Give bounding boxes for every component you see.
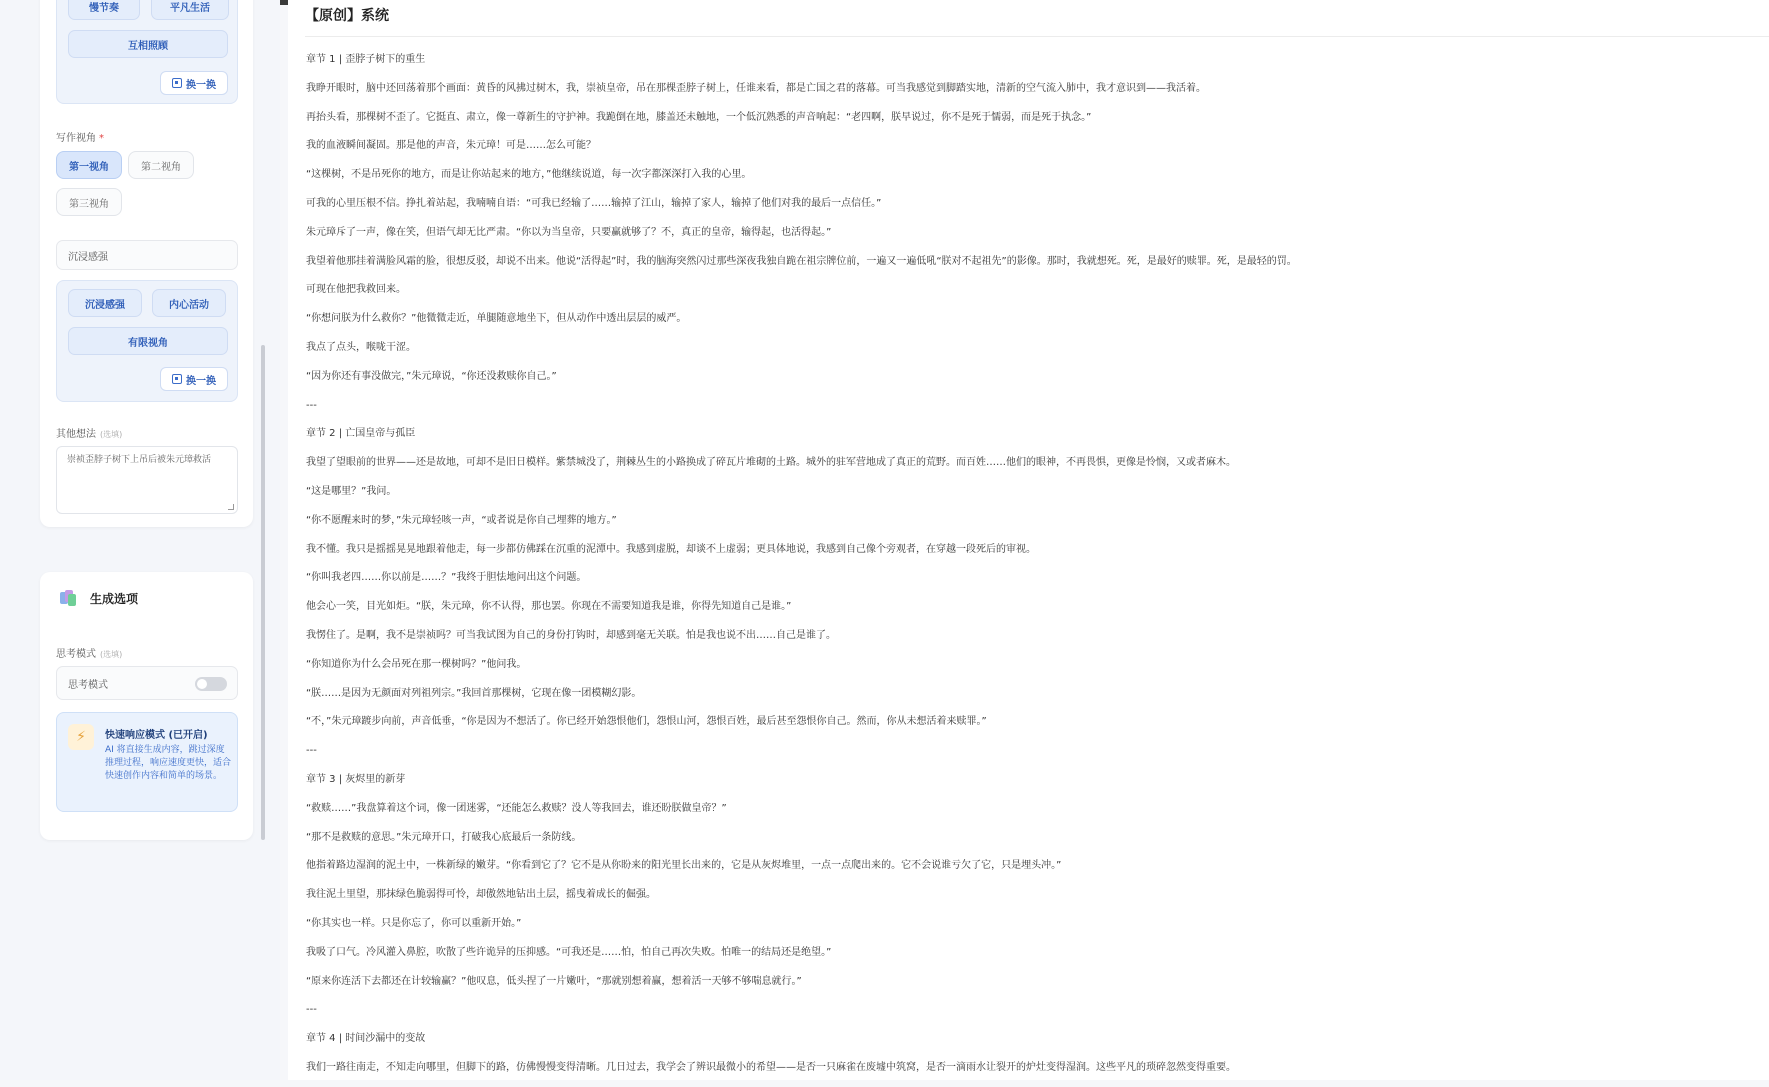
resize-handle-icon[interactable] xyxy=(228,504,234,510)
divider xyxy=(305,36,1769,37)
section-separator: --- xyxy=(306,399,317,411)
required-mark: * xyxy=(99,133,104,144)
layers-icon xyxy=(60,590,76,606)
inspiration-tag[interactable]: 平凡生活 xyxy=(151,0,229,20)
story-paragraph: 朱元璋斥了一声，像在笑，但语气却无比严肃。“你以为当皇帝，只要赢就够了？不，真正的皇帝，输得起，也活得起。” xyxy=(306,226,832,238)
story-paragraph: “你其实也一样。只是你忘了，你可以重新开始。” xyxy=(306,917,522,929)
story-paragraph: 我往泥土里望，那抹绿色脆弱得可怜，却傲然地钻出土层，摇曳着成长的倔强。 xyxy=(306,889,656,901)
story-paragraph: 我吸了口气。冷风灌入鼻腔，吹散了些许诡异的压抑感。“可我还是……怕，怕自己再次失败。怕唯一的结局还是绝望。” xyxy=(306,946,832,958)
perspective-label xyxy=(56,129,104,144)
story-paragraph: 他指着路边湿润的泥土中，一株新绿的嫩芽。“你看到它了？它不是从你盼来的阳光里长出来的，它是从灰烬堆里，一点一点爬出来的。它不会说谁亏欠了它，只是埋头冲。” xyxy=(306,860,1062,872)
refresh-icon xyxy=(172,78,182,88)
story-paragraph: 我睁开眼时，脑中还回荡着那个画面：黄昏的风拂过树木，我，崇祯皇帝，吊在那棵歪脖子树上，任谁来看，都是亡国之君的落幕。可当我感觉到脚踏实地，清新的空气流入肺中，我才意识到——我活着。 xyxy=(306,82,1206,94)
chapter-heading: 章节 3 | 灰烬里的新芽 xyxy=(306,773,406,785)
page-title: 【原创】系统 xyxy=(305,8,389,24)
perspective-label-text: 写作视角 xyxy=(56,133,96,144)
story-paragraph: “你知道你为什么会吊死在那一棵树吗？”他问我。 xyxy=(306,658,527,670)
refresh-icon xyxy=(172,374,182,384)
other-ideas-textarea[interactable] xyxy=(56,446,238,514)
lightning-icon: ⚡ xyxy=(68,724,94,750)
thinking-toggle-label: 思考模式 xyxy=(68,679,108,691)
thinking-label xyxy=(56,645,122,660)
story-paragraph: 我愣住了。是啊，我不是崇祯吗？可当我试图为自己的身份打钩时，却感到毫无关联。怕是我也说不出……自己是谁了。 xyxy=(306,629,836,641)
thinking-label-text: 思考模式 xyxy=(56,649,96,660)
section-separator: --- xyxy=(306,1004,317,1016)
story-paragraph: “那不是救赎的意思。”朱元璋开口，打破我心底最后一条防线。 xyxy=(306,831,582,843)
story-paragraph: “你不愿醒来时的梦，”朱元璋轻咳一声，“或者说是你自己埋葬的地方。” xyxy=(306,514,617,526)
story-paragraph: 我望了望眼前的世界——还是故地，可却不是旧日模样。紫禁城没了，荆棘丛生的小路换成了碎瓦片堆砌的土路。城外的驻军营地成了真正的荒野。而百姓……他们的眼神，不再畏惧，更像是怜悯，又或者麻木。 xyxy=(306,457,1236,469)
fast-mode-title: 快速响应模式 (已开启) xyxy=(105,730,208,741)
story-paragraph: 他会心一笑，目光如炬。“朕，朱元璋，你不认得，那也罢。你现在不需要知道我是谁，你得先知道自己是谁。” xyxy=(306,601,792,613)
swap-inspiration-button[interactable] xyxy=(160,71,228,95)
main-content xyxy=(288,0,1769,1080)
story-body xyxy=(306,50,1756,1087)
style-tag[interactable]: 有限视角 xyxy=(68,327,228,355)
perspective-option-second[interactable]: 第二视角 xyxy=(128,151,194,179)
story-paragraph: 可现在他把我救回来。 xyxy=(306,284,406,296)
style-tag[interactable]: 内心活动 xyxy=(152,289,226,317)
story-paragraph: 我不懂。我只是摇摇晃晃地跟着他走，每一步都仿佛踩在沉重的泥潭中。我感到虚脱，却谈不上虚弱；更具体地说，我感到自己像个旁观者，在穿越一段死后的审视。 xyxy=(306,543,1036,555)
optional-mark: (选填) xyxy=(100,430,123,439)
swap-label: 换一换 xyxy=(186,79,216,91)
inspiration-tag[interactable]: 慢节奏 xyxy=(68,0,140,20)
story-paragraph: 我的血液瞬间凝固。那是他的声音，朱元璋！可是……怎么可能？ xyxy=(306,140,596,152)
story-paragraph: 我望着他那挂着满脸风霜的脸，很想反驳，却说不出来。他说“活得起”时，我的脑海突然闪过那些深夜我独自跪在祖宗牌位前，一遍又一遍低吼“朕对不起祖先”的影像。那时，我就想死。死，是最好的赎罪。死，是最轻的罚。 xyxy=(306,255,1297,267)
story-paragraph: 我点了点头，喉咙干涩。 xyxy=(306,341,416,353)
optional-mark: (选填) xyxy=(100,650,123,659)
story-paragraph: 再抬头看，那棵树不歪了。它挺直、肃立，像一尊新生的守护神。我跪倒在地，膝盖还未触地，一个低沉熟悉的声音响起：“老四啊，朕早说过，你不是死于懦弱，而是死于执念。” xyxy=(306,111,1092,123)
fast-mode-panel xyxy=(56,712,238,812)
generation-title: 生成选项 xyxy=(90,592,139,606)
story-paragraph: “你叫我老四……你以前是……？”我终于胆怯地问出这个问题。 xyxy=(306,572,587,584)
chapter-heading: 章节 2 | 亡国皇帝与孤臣 xyxy=(306,428,416,440)
story-paragraph: “救赎……”我盘算着这个词，像一团迷雾，“还能怎么救赎？没人等我回去，谁还盼朕做皇帝？” xyxy=(306,802,727,814)
story-paragraph: “因为你还有事没做完，”朱元璋说，“你还没救赎你自己。” xyxy=(306,370,557,382)
other-ideas-label-text: 其他想法 xyxy=(56,429,96,440)
style-select[interactable]: 沉浸感强 xyxy=(56,240,238,270)
fast-mode-description: AI 将直接生成内容，跳过深度推理过程，响应速度更快，适合快速创作内容和简单的场景。 xyxy=(105,745,232,781)
story-paragraph: “朕……是因为无颜面对列祖列宗。”我回首那棵树，它现在像一团模糊幻影。 xyxy=(306,687,642,699)
story-paragraph: “你想问朕为什么救你？”他微微走近，单腿随意地坐下，但从动作中透出层层的威严。 xyxy=(306,313,687,325)
other-ideas-label xyxy=(56,425,122,440)
thinking-mode-row xyxy=(56,666,238,700)
story-paragraph: “原来你连活下去都还在计较输赢？”他叹息，低头捏了一片嫩叶，“那就别想着赢，想着活一天够不够喘息就行。” xyxy=(306,975,802,987)
chapter-heading: 章节 4 | 时间沙漏中的变故 xyxy=(306,1033,426,1045)
section-separator: --- xyxy=(306,745,317,757)
story-paragraph: “这棵树，不是吊死你的地方，而是让你站起来的地方，”他继续说道，每一次字都深深打入我的心里。 xyxy=(306,169,752,181)
story-paragraph: 我们一路往南走，不知走向哪里，但脚下的路，仿佛慢慢变得清晰。几日过去，我学会了辨识最微小的希望——是否一只麻雀在废墟中筑窝，是否一滴雨水让裂开的炉灶变得湿润。这些平凡的琐碎忽然变得重要。 xyxy=(306,1061,1236,1073)
thinking-mode-toggle[interactable] xyxy=(195,677,227,691)
story-paragraph: “不，”朱元璋踱步向前，声音低垂，“你是因为不想活了。你已经开始怨恨他们，怨恨山河，怨恨百姓，最后甚至怨恨你自己。然而，你从未想活着来赎罪。” xyxy=(306,716,987,728)
perspective-option-first[interactable]: 第一视角 xyxy=(56,151,122,179)
story-paragraph: 可我的心里压根不信。挣扎着站起，我喃喃自语：“可我已经输了……输掉了江山，输掉了家人，输掉了他们对我的最后一点信任。” xyxy=(306,197,882,209)
sidebar xyxy=(0,0,280,1080)
style-tag[interactable]: 沉浸感强 xyxy=(68,289,142,317)
chapter-heading: 章节 1 | 歪脖子树下的重生 xyxy=(306,54,426,65)
sidebar-scrollbar[interactable] xyxy=(261,345,265,840)
swap-label: 换一换 xyxy=(186,375,216,387)
swap-style-button[interactable] xyxy=(160,367,228,391)
other-ideas-value: 崇祯歪脖子树下上吊后被朱元璋救活 xyxy=(67,455,212,465)
perspective-option-third[interactable]: 第三视角 xyxy=(56,188,122,216)
inspiration-tag[interactable]: 互相照顾 xyxy=(68,30,228,58)
story-paragraph: “这是哪里？”我问。 xyxy=(306,485,397,497)
